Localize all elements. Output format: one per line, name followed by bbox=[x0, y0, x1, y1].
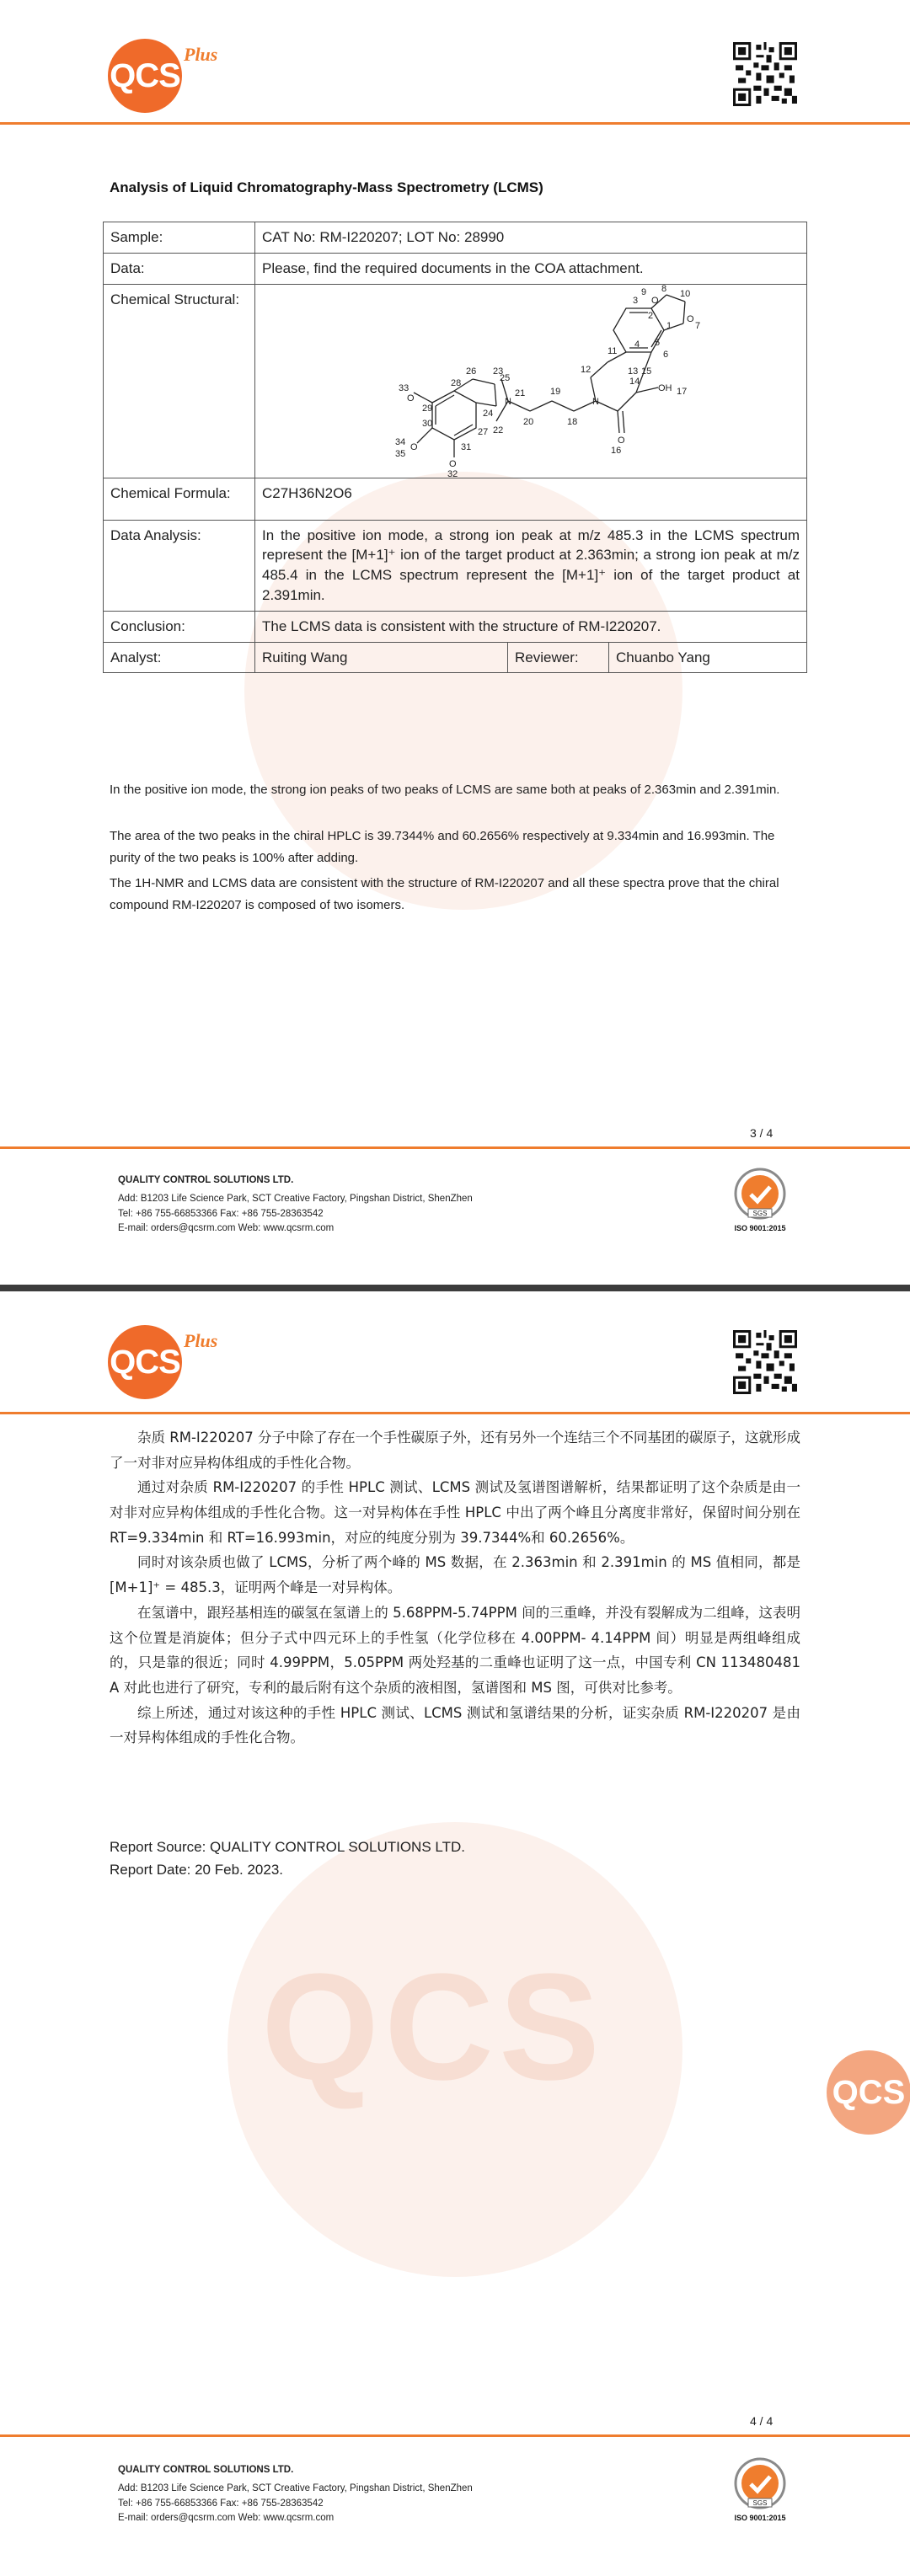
atom-label: 30 bbox=[422, 418, 433, 429]
footer-rule bbox=[0, 2434, 910, 2437]
page-title: Analysis of Liquid Chromatography-Mass Spectrometry (LCMS) bbox=[110, 179, 543, 195]
atom-label: 25 bbox=[500, 372, 511, 383]
reviewer-value: Chuanbo Yang bbox=[609, 642, 807, 673]
seal-sgs-label: SGS bbox=[752, 1210, 768, 1217]
left-benzene-ring bbox=[432, 391, 476, 440]
qcs-logo bbox=[108, 1325, 302, 1401]
footer-address: Add: B1203 Life Science Park, SCT Creative Factory, Pingshan District, ShenZhen bbox=[118, 2482, 473, 2493]
footer-email-web: E-mail: orders@qcsrm.com Web: www.qcsrm.com bbox=[118, 1223, 335, 1234]
sample-value: CAT No: RM-I220207; LOT No: 28990 bbox=[255, 222, 807, 254]
footer-rule bbox=[0, 1146, 910, 1149]
logo-plus: Plus bbox=[184, 44, 218, 65]
logo-circle: QCS bbox=[108, 1325, 182, 1399]
footer-address: Add: B1203 Life Science Park, SCT Creative Factory, Pingshan District, ShenZhen bbox=[118, 1193, 473, 1204]
table-row-sample bbox=[104, 222, 807, 254]
data-label: Data: bbox=[104, 253, 255, 284]
atom-label: 19 bbox=[550, 386, 561, 397]
table-row-formula bbox=[104, 478, 807, 520]
atom-label: 21 bbox=[515, 387, 526, 398]
atom-label: O bbox=[407, 393, 415, 404]
footer-info bbox=[118, 2463, 473, 2526]
certification-seal-icon bbox=[726, 1167, 794, 1222]
table-row-structure bbox=[104, 284, 807, 478]
atom-label: O bbox=[449, 458, 457, 469]
analyst-value: Ruiting Wang bbox=[255, 642, 508, 673]
atom-label: O bbox=[687, 313, 694, 324]
summary-paragraph-2: The area of the two peaks in the chiral HPLC is 39.7344% and 60.2656% respectively at 9.334min and 16.993min. The purity of the two peaks is 100% after adding. bbox=[110, 829, 775, 866]
table-row-data bbox=[104, 253, 807, 284]
atom-label: 18 bbox=[567, 416, 578, 427]
footer-info bbox=[118, 1173, 473, 1237]
footer-email-web: E-mail: orders@qcsrm.com Web: www.qcsrm.com bbox=[118, 2513, 335, 2524]
qr-code-icon bbox=[733, 1330, 797, 1394]
atom-label: 16 bbox=[611, 445, 622, 456]
qr-code-icon bbox=[733, 42, 797, 106]
analysis-label: Data Analysis: bbox=[104, 520, 255, 611]
atom-label: 29 bbox=[422, 403, 433, 414]
atom-label: 35 bbox=[395, 448, 406, 459]
sample-label: Sample: bbox=[104, 222, 255, 254]
atom-label: 15 bbox=[641, 366, 652, 377]
atom-label: 26 bbox=[466, 366, 477, 377]
reviewer-label: Reviewer: bbox=[508, 642, 609, 673]
structure-cell bbox=[255, 284, 807, 478]
atom-label: 13 bbox=[628, 366, 639, 377]
atom-label: 33 bbox=[399, 382, 410, 393]
atom-label: 14 bbox=[629, 376, 640, 387]
footer-company: QUALITY CONTROL SOLUTIONS LTD. bbox=[118, 2465, 294, 2475]
header-rule bbox=[0, 122, 910, 125]
cn-paragraph-3: 同时对该杂质也做了 LCMS，分析了两个峰的 MS 数据，在 2.363min 和 2.391min 的 MS 值相同，都是[M+1]⁺ = 485.3，证明两个峰是一对异构体。 bbox=[110, 1554, 800, 1596]
certification-seal-icon bbox=[726, 2456, 794, 2512]
atom-label: 11 bbox=[608, 345, 618, 356]
logo-circle: QCS bbox=[108, 39, 182, 113]
atom-label: OH bbox=[658, 382, 672, 393]
atom-label: 27 bbox=[478, 426, 489, 437]
analysis-value: In the positive ion mode, a strong ion peak at m/z 485.3 in the LCMS spectrum represent the [M+1]⁺ ion of the target product at 2.363min; a strong ion peak at m/z 485.4 in the LCMS spectrum represent the [M+1]⁺ ion of the target product at 2.391min. bbox=[255, 520, 807, 611]
cn-paragraph-2: 通过对杂质 RM-I220207 的手性 HPLC 测试、LCMS 测试及氢谱图谱解析，结果都证明了这个杂质是由一对非对应异构体组成的手性化合物。这一对异构体在手性 HPLC 中出了两个峰且分离度非常好，保留时间分别在 RT=9.334min 和 RT=16.993min，对应的纯度分别为 39.7344%和 60.2656%。 bbox=[110, 1479, 800, 1546]
logo-plus: Plus bbox=[184, 1330, 218, 1351]
atom-label: O bbox=[651, 295, 659, 306]
footer-contact: Tel: +86 755-66853366 Fax: +86 755-28363542 bbox=[118, 1208, 324, 1219]
atom-label: 5 bbox=[655, 337, 661, 348]
atom-label: 32 bbox=[447, 468, 458, 478]
chinese-analysis-text bbox=[110, 1425, 800, 1750]
summary-paragraph-1: In the positive ion mode, the strong ion peaks of two peaks of LCMS are same both at peaks of 2.363min and 2.391min. bbox=[110, 783, 780, 797]
header-rule bbox=[0, 1412, 910, 1414]
atom-label: 8 bbox=[661, 284, 667, 294]
coa-table bbox=[103, 222, 807, 673]
atom-label: 6 bbox=[663, 349, 669, 360]
watermark-text: QCS bbox=[261, 1943, 606, 2112]
atom-label: 17 bbox=[677, 386, 688, 397]
table-row-conclusion bbox=[104, 611, 807, 642]
atom-label: 23 bbox=[493, 366, 504, 377]
side-qcs-badge: QCS bbox=[827, 2050, 910, 2135]
conclusion-value: The LCMS data is consistent with the structure of RM-I220207. bbox=[255, 611, 807, 642]
qcs-logo bbox=[108, 39, 302, 115]
cn-paragraph-1: 杂质 RM-I220207 分子中除了存在一个手性碳原子外，还有另外一个连结三个不同基团的碳原子，这就形成了一对非对应异构体组成的手性化合物。 bbox=[110, 1430, 800, 1471]
footer-contact: Tel: +86 755-66853366 Fax: +86 755-28363542 bbox=[118, 2498, 324, 2509]
chemical-structure-diagram bbox=[255, 285, 806, 478]
cn-paragraph-4: 在氢谱中，跟羟基相连的碳氢在氢谱上的 5.68PPM-5.74PPM 间的三重峰，并没有裂解成为二组峰，这表明这个位置是消旋体；但分子式中四元环上的手性氢（化学位移在 4.00PPM- 4.14PPM 间）明显是两组峰组成的，只是靠的很近；同时 4.99PPM，5.05PPM 两处羟基的二重峰也证明了这一点，中国专利 CN 113480481 A 对此也进行了研究，专利的最后附有这个杂质的液相图，氢谱图和 MS 图，可供对比参考。 bbox=[110, 1604, 800, 1696]
table-row-analyst bbox=[104, 642, 807, 673]
page-number: 4 / 4 bbox=[750, 2414, 774, 2428]
atom-label: N bbox=[592, 396, 599, 407]
sgs-seal bbox=[726, 2456, 794, 2527]
data-value: Please, find the required documents in the COA attachment. bbox=[255, 253, 807, 284]
cn-paragraph-5: 综上所述，通过对该这种的手性 HPLC 测试、LCMS 测试和氢谱结果的分析，证实杂质 RM-I220207 是由一对异构体组成的手性化合物。 bbox=[110, 1704, 800, 1746]
analyst-label: Analyst: bbox=[104, 642, 255, 673]
report-date: Report Date: 20 Feb. 2023. bbox=[110, 1862, 284, 1879]
report-page-3 bbox=[0, 0, 910, 1285]
atom-label: 4 bbox=[634, 339, 640, 350]
page-separator bbox=[0, 1285, 910, 1291]
report-meta bbox=[110, 1836, 465, 1881]
seal-iso-label: ISO 9001:2015 bbox=[734, 2514, 786, 2522]
atom-label: 10 bbox=[680, 288, 691, 299]
atom-label: 28 bbox=[451, 377, 462, 388]
report-page-4 bbox=[0, 1291, 910, 2576]
atom-label: 20 bbox=[523, 416, 534, 427]
atom-label: 12 bbox=[581, 364, 592, 375]
sgs-seal bbox=[726, 1167, 794, 1237]
table-row-analysis bbox=[104, 520, 807, 611]
report-source: Report Source: QUALITY CONTROL SOLUTIONS LTD. bbox=[110, 1839, 465, 1855]
atom-label: 22 bbox=[493, 425, 504, 436]
atom-label: 34 bbox=[395, 436, 406, 447]
footer-company: QUALITY CONTROL SOLUTIONS LTD. bbox=[118, 1175, 294, 1185]
atom-label: O bbox=[410, 441, 418, 452]
page-number: 3 / 4 bbox=[750, 1126, 774, 1140]
atom-label: 24 bbox=[483, 408, 494, 419]
conclusion-label: Conclusion: bbox=[104, 611, 255, 642]
atom-label: N bbox=[505, 396, 511, 407]
seal-iso-label: ISO 9001:2015 bbox=[734, 1224, 786, 1232]
atom-label: 7 bbox=[695, 320, 701, 331]
atom-label: O bbox=[618, 435, 625, 446]
formula-label: Chemical Formula: bbox=[104, 478, 255, 520]
atom-label: 9 bbox=[641, 286, 647, 297]
formula-value: C27H36N2O6 bbox=[255, 478, 807, 520]
atom-label: 31 bbox=[461, 441, 472, 452]
atom-label: 2 bbox=[648, 310, 654, 321]
summary-paragraph-3: The 1H-NMR and LCMS data are consistent with the structure of RM-I220207 and all these spectra prove that the chiral compound RM-I220207 is composed of two isomers. bbox=[110, 876, 779, 913]
atom-label: 1 bbox=[666, 320, 672, 331]
seal-sgs-label: SGS bbox=[752, 2499, 768, 2507]
atom-label: 3 bbox=[633, 295, 639, 306]
structural-label: Chemical Structural: bbox=[104, 284, 255, 478]
